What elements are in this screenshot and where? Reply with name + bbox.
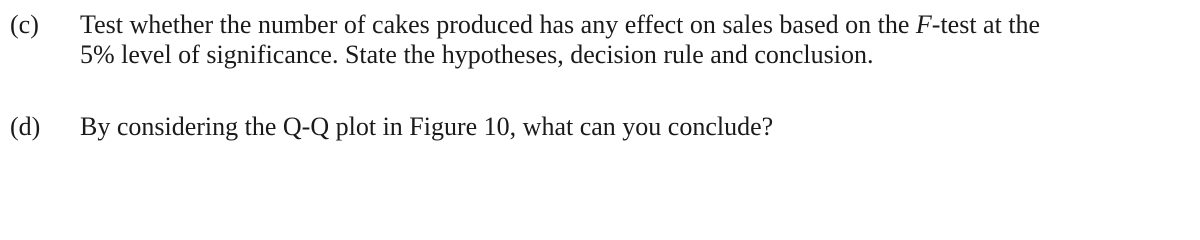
question-c-line-2: 5% level of significance. State the hypotheses, decision rule and conclusion.: [80, 40, 874, 69]
question-d-label: (d): [10, 112, 41, 141]
question-c-line-1-start: Test whether the number of cakes produced has any effect on sales based on the: [80, 10, 916, 39]
question-c-line-1: [80, 10, 1180, 40]
question-c-line-1-end: -test at the: [931, 10, 1041, 39]
question-c-label: (c): [10, 10, 39, 39]
f-test-symbol: F: [915, 10, 932, 39]
question-d-line-1: By considering the Q-Q plot in Figure 10, what can you conclude?: [80, 112, 774, 141]
question-c-text: [80, 10, 1180, 70]
question-d-text: [80, 112, 1180, 142]
